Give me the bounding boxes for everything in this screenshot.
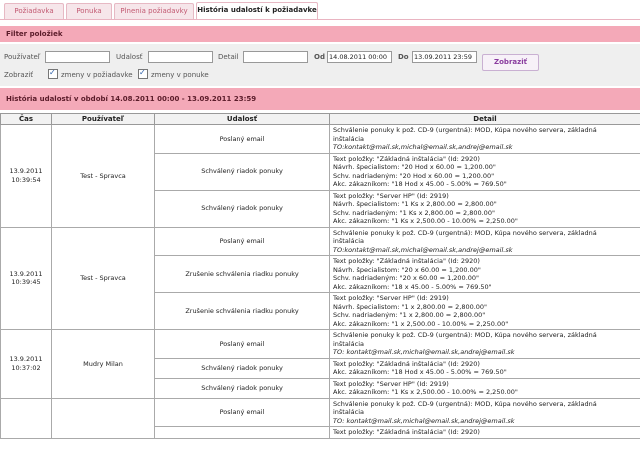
tab-ponuka[interactable]: Ponuka (66, 3, 112, 19)
event-cell: Poslaný email (155, 125, 330, 154)
detail-line: Text položky: "Základná inštalácia" (Id: 2920) (333, 257, 480, 265)
detail-line: Schv. nadriadeným: "1 Ks x 2,800.00 = 2,800.00" (333, 208, 495, 217)
filter-header (0, 26, 640, 42)
detail-line: TO:kontakt@mail.sk,michal@email.sk,andrej@email.sk (333, 143, 513, 151)
user-cell: Test - Spravca (52, 227, 155, 330)
detail-line: Schválenie ponuky k pož. CD-9 (urgentná): MOD, Kúpa nového servera, základná (333, 331, 597, 339)
table-header-row (1, 114, 640, 125)
detail-cell (330, 293, 640, 330)
detail-line: inštalácia (333, 408, 364, 416)
to-input[interactable]: 13.09.2011 23:59 (412, 51, 477, 63)
detail-line: Návrh. špecialistom: "20 x 60.00 = 1,200.00" (333, 265, 481, 274)
detail-line: TO: kontakt@mail.sk,michal@email.sk,andrej@email.sk (333, 416, 515, 425)
tab-plnenia[interactable]: Plnenia požiadavky (114, 3, 194, 19)
detail-line: Text položky: "Server HP" (Id: 2919) (333, 191, 449, 200)
event-cell: Zrušenie schválenia riadku ponuky (155, 293, 330, 330)
table-row (1, 398, 640, 427)
detail-line: Text položky: "Základná inštalácia" (Id: 2920) (333, 359, 480, 368)
from-label: Od (314, 53, 325, 61)
detail-line: Schv. nadriadeným: "20 Hod x 60.00 = 1,200.00" (333, 171, 495, 180)
time-clock: 10:37:02 (11, 363, 41, 372)
detail-line: Návrh. špecialistom: "1 x 2,800.00 = 2,800.00" (333, 302, 488, 311)
detail-line: Schv. nadriadeným: "20 x 60.00 = 1,200.00" (333, 274, 480, 282)
event-cell: Schválený riadok ponuky (155, 190, 330, 227)
detail-cell (330, 125, 640, 154)
event-cell (155, 427, 330, 439)
user-label: Používateľ (4, 53, 41, 61)
event-cell: Poslaný email (155, 398, 330, 427)
user-cell (52, 398, 155, 438)
detail-line: Akc. zákazníkom: "18 Hod x 45.00 - 5.00% = 769.50" (333, 368, 507, 376)
detail-line: inštalácia (333, 237, 364, 245)
tab-bar (0, 0, 640, 21)
tab-historia[interactable]: História udalostí k požiadavke (196, 2, 318, 20)
time-date: 13.9.2011 (9, 269, 43, 278)
event-label: Udalosť (116, 53, 143, 61)
column-header-time: Čas (1, 114, 52, 125)
detail-line: Text položky: "Základná inštalácia" (Id: 2920) (333, 428, 480, 436)
table-row (1, 125, 640, 154)
detail-label: Detail (218, 53, 239, 61)
time-clock: 10:39:54 (11, 175, 41, 184)
detail-line: inštalácia (333, 339, 364, 348)
tab-divider (0, 19, 640, 20)
detail-cell (330, 153, 640, 190)
detail-line: Schválenie ponuky k pož. CD-9 (urgentná): MOD, Kúpa nového servera, základná (333, 399, 597, 408)
history-table (0, 113, 640, 439)
column-header-user: Používateľ (52, 114, 155, 125)
detail-line: Akc. zákazníkom: "1 Ks x 2,500.00 - 10.00% = 2,250.00" (333, 217, 518, 225)
table-row (1, 330, 640, 359)
detail-line: Schv. nadriadeným: "1 x 2,800.00 = 2,800.00" (333, 311, 486, 319)
detail-line: Schválenie ponuky k pož. CD-9 (urgentná): MOD, Kúpa nového servera, základná (333, 228, 597, 237)
event-input[interactable] (148, 51, 213, 63)
tab-poziadavka[interactable]: Požiadavka (4, 3, 64, 19)
detail-cell (330, 256, 640, 293)
event-cell: Schválený riadok ponuky (155, 153, 330, 190)
detail-line: Akc. zákazníkom: "18 Hod x 45.00 - 5.00% = 769.50" (333, 180, 507, 188)
user-input[interactable] (45, 51, 110, 63)
table-row (1, 227, 640, 256)
detail-line: TO:kontakt@mail.sk,michal@email.sk,andrej@email.sk (333, 245, 513, 254)
column-header-event: Udalosť (155, 114, 330, 125)
detail-line: Text položky: "Základná inštalácia" (Id: 2920) (333, 154, 480, 163)
event-cell: Poslaný email (155, 227, 330, 256)
detail-line: inštalácia (333, 134, 364, 143)
time-cell (1, 125, 52, 228)
time-clock: 10:39:45 (11, 278, 41, 287)
filter-title: Filter položiek (6, 30, 63, 38)
event-cell: Schválený riadok ponuky (155, 358, 330, 378)
event-cell: Schválený riadok ponuky (155, 378, 330, 398)
detail-line: Akc. zákazníkom: "1 x 2,500.00 - 10.00% = 2,250.00" (333, 319, 509, 328)
changes-offer-checkbox[interactable] (138, 69, 148, 79)
time-cell (1, 227, 52, 330)
event-cell: Zrušenie schválenia riadku ponuky (155, 256, 330, 293)
detail-cell (330, 330, 640, 359)
history-rows (1, 125, 640, 439)
detail-line: Akc. zákazníkom: "1 Ks x 2,500.00 - 10.00% = 2,250.00" (333, 388, 518, 396)
changes-request-checkbox[interactable] (48, 69, 58, 79)
to-label: Do (398, 53, 409, 61)
detail-cell (330, 227, 640, 256)
detail-line: Schválenie ponuky k pož. CD-9 (urgentná): MOD, Kúpa nového servera, základná (333, 126, 597, 134)
time-date: 13.9.2011 (9, 167, 43, 176)
event-cell: Poslaný email (155, 330, 330, 359)
detail-cell (330, 190, 640, 227)
user-cell: Mudry Milan (52, 330, 155, 399)
time-date: 13.9.2011 (9, 355, 43, 364)
detail-cell (330, 427, 640, 439)
detail-line: Text položky: "Server HP" (Id: 2919) (333, 379, 449, 388)
detail-line: Návrh. špecialistom: "20 Hod x 60.00 = 1,200.00" (333, 163, 496, 171)
detail-line: TO: kontakt@mail.sk,michal@email.sk,andrej@email.sk (333, 348, 515, 356)
user-cell: Test - Spravca (52, 125, 155, 228)
history-header (0, 88, 640, 110)
show-button[interactable]: Zobraziť (482, 54, 539, 71)
detail-cell (330, 398, 640, 427)
time-cell (1, 330, 52, 399)
column-header-detail: Detail (330, 114, 640, 125)
detail-line: Návrh. špecialistom: "1 Ks x 2,800.00 = 2,800.00" (333, 200, 497, 208)
detail-line: Text položky: "Server HP" (Id: 2919) (333, 294, 449, 302)
history-title: História udalostí v období 14.08.2011 00:00 - 13.09.2011 23:59 (6, 95, 257, 103)
show-label: Zobraziť (4, 71, 34, 79)
time-cell (1, 398, 52, 438)
detail-input[interactable] (243, 51, 308, 63)
from-input[interactable]: 14.08.2011 00:00 (327, 51, 392, 63)
changes-request-label: zmeny v požiadavke (61, 71, 133, 79)
detail-line: Akc. zákazníkom: "18 x 45.00 - 5.00% = 769.50" (333, 282, 492, 291)
detail-cell (330, 358, 640, 378)
changes-offer-label: zmeny v ponuke (151, 71, 209, 79)
detail-cell (330, 378, 640, 398)
